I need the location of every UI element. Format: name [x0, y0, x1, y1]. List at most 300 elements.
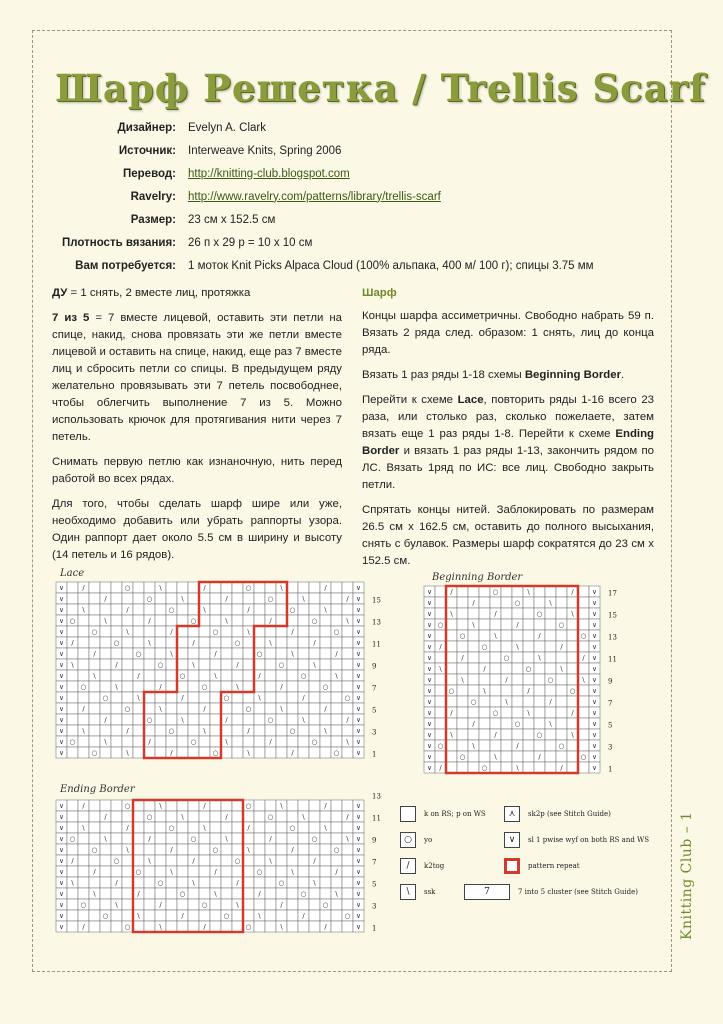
chart-cell	[122, 811, 133, 822]
chart-cell	[232, 747, 243, 758]
chart-cell	[309, 844, 320, 855]
chart-cell	[254, 877, 265, 888]
chart-cell	[309, 866, 320, 877]
stitch-symbol: \	[302, 715, 305, 724]
stitch-symbol: \	[269, 856, 272, 865]
stitch-symbol: ○	[344, 693, 351, 702]
chart-cell	[298, 921, 309, 932]
chart-cell	[210, 800, 221, 811]
chart-cell	[298, 899, 309, 910]
chart-cell	[111, 604, 122, 615]
stitch-symbol: /	[571, 587, 574, 596]
stitch-symbol: \	[280, 583, 283, 592]
stitch-symbol: ∨	[427, 675, 432, 684]
chart-cell	[342, 855, 353, 866]
chart-cell	[556, 685, 567, 696]
stitch-symbol: ○	[223, 911, 230, 920]
chart-cell	[545, 652, 556, 663]
chart-cell	[490, 663, 501, 674]
chart-cell	[89, 811, 100, 822]
stitch-symbol: \	[258, 693, 261, 702]
chart-cell	[111, 844, 122, 855]
row-number: 5	[608, 721, 613, 730]
chart-cell	[133, 747, 144, 758]
chart-cell	[177, 822, 188, 833]
chart-cell	[133, 811, 144, 822]
chart-cell	[523, 619, 534, 630]
chart-cell	[342, 844, 353, 855]
chart-cell	[243, 833, 254, 844]
chart-cell	[166, 681, 177, 692]
chart-cell	[210, 910, 221, 921]
chart-cell	[254, 703, 265, 714]
chart-cell	[243, 692, 254, 703]
chart-cell	[177, 921, 188, 932]
chart-cell	[490, 597, 501, 608]
chart-cell	[556, 674, 567, 685]
stitch-symbol: \	[137, 693, 140, 702]
chart-cell	[435, 652, 446, 663]
stitch-symbol: \	[159, 583, 162, 592]
chart-cell	[122, 888, 133, 899]
stitch-symbol: \	[93, 671, 96, 680]
chart-cell	[221, 855, 232, 866]
stitch-symbol: ○	[234, 638, 241, 647]
chart-cell	[320, 626, 331, 637]
stitch-symbol: \	[346, 737, 349, 746]
chart-cell	[457, 718, 468, 729]
chart-cell	[144, 692, 155, 703]
chart-cell	[155, 833, 166, 844]
stitch-symbol: ○	[525, 664, 532, 673]
stitch-symbol: \	[170, 867, 173, 876]
page-title: Шарф Решетка / Trellis Scarf	[55, 66, 706, 110]
chart-cell	[309, 681, 320, 692]
stitch-symbol: ○	[333, 845, 340, 854]
chart-cell	[545, 762, 556, 773]
chart-cell	[221, 637, 232, 648]
stitch-symbol: \	[247, 845, 250, 854]
chart-cell	[309, 725, 320, 736]
chart-cell	[435, 630, 446, 641]
chart-cell	[468, 630, 479, 641]
chart-cell	[166, 855, 177, 866]
chart-cell	[501, 740, 512, 751]
chart-cell	[331, 703, 342, 714]
stitch-symbol: ∨	[427, 741, 432, 750]
stitch-symbol: ○	[322, 900, 329, 909]
stitch-symbol: ○	[459, 631, 466, 640]
chart-cell	[199, 736, 210, 747]
ravelry-link[interactable]: http://www.ravelry.com/patterns/library/trellis-scarf	[188, 190, 441, 203]
legend-label: k on RS; p on WS	[424, 810, 486, 818]
chart-cell	[100, 670, 111, 681]
chart-cell	[122, 910, 133, 921]
stitch-symbol: ○	[135, 649, 142, 658]
chart-cell	[89, 593, 100, 604]
chart-cell	[232, 822, 243, 833]
chart-cell	[309, 714, 320, 725]
stitch-symbol: ∨	[59, 660, 64, 669]
stitch-symbol: ○	[245, 922, 252, 931]
chart-cell	[298, 855, 309, 866]
stitch-symbol: \	[258, 911, 261, 920]
chart-cell	[320, 714, 331, 725]
stitch-symbol: \	[346, 616, 349, 625]
stitch-symbol: ○	[179, 671, 186, 680]
chart-cell	[166, 637, 177, 648]
chart-cell	[309, 899, 320, 910]
chart-cell	[567, 762, 578, 773]
chart-cell	[309, 888, 320, 899]
chart-cell	[111, 582, 122, 593]
chart-cell	[166, 899, 177, 910]
chart-cell	[210, 681, 221, 692]
chart-cell	[221, 626, 232, 637]
stitch-symbol: \	[439, 664, 442, 673]
chart-cell	[298, 877, 309, 888]
info-value: 23 см x 152.5 см	[188, 213, 276, 226]
paragraph	[362, 392, 654, 494]
stitch-symbol: \	[247, 627, 250, 636]
chart-cell	[342, 800, 353, 811]
stitch-symbol: /	[324, 922, 327, 931]
stitch-symbol: \	[214, 671, 217, 680]
stitch-symbol: \	[159, 704, 162, 713]
chart-cell	[210, 877, 221, 888]
chart-cell	[287, 899, 298, 910]
chart-cell	[122, 593, 133, 604]
chart-cell	[578, 597, 589, 608]
chart-cell	[243, 811, 254, 822]
chart-cell	[254, 615, 265, 626]
chart-cell	[210, 593, 221, 604]
chart-cell	[177, 703, 188, 714]
chart-cell	[111, 800, 122, 811]
chart-cell	[265, 626, 276, 637]
beginning-border-chart-title: Beginning Border	[432, 572, 523, 583]
chart-cell	[501, 608, 512, 619]
chart-cell	[435, 608, 446, 619]
chart-cell	[155, 822, 166, 833]
chart-cell	[89, 855, 100, 866]
stitch-symbol: /	[236, 660, 239, 669]
instructions-column	[362, 285, 654, 578]
chart-cell	[320, 659, 331, 670]
chart-cell	[243, 670, 254, 681]
chart-cell	[100, 800, 111, 811]
stitch-symbol: /	[335, 649, 338, 658]
stitch-symbol: \	[516, 642, 519, 651]
chart-cell	[188, 800, 199, 811]
chart-cell	[144, 725, 155, 736]
row-number: 13	[608, 633, 617, 642]
chart-cell	[100, 899, 111, 910]
chart-cell	[512, 685, 523, 696]
chart-cell	[512, 729, 523, 740]
stitch-symbol: /	[181, 693, 184, 702]
chart-cell	[177, 800, 188, 811]
row-number: 3	[608, 743, 613, 752]
stitch-symbol: ∨	[427, 708, 432, 717]
chart-cell	[122, 615, 133, 626]
stitch-symbol: ∨	[592, 620, 597, 629]
legend-label: k2tog	[424, 862, 445, 870]
chart-cell	[265, 582, 276, 593]
chart-cell	[265, 670, 276, 681]
stitch-symbol: /	[203, 583, 206, 592]
stitch-symbol: \	[335, 889, 338, 898]
chart-cell	[188, 844, 199, 855]
chart-cell	[166, 921, 177, 932]
stitch-symbol: ∨	[427, 620, 432, 629]
stitch-symbol: /	[137, 671, 140, 680]
chart-cell	[265, 921, 276, 932]
chart-cell	[501, 663, 512, 674]
chart-cell	[468, 762, 479, 773]
chart-cell	[78, 910, 89, 921]
chart-cell	[342, 888, 353, 899]
chart-cell	[89, 921, 100, 932]
legend-repeat	[504, 858, 580, 874]
chart-cell	[254, 714, 265, 725]
chart-cell	[298, 637, 309, 648]
chart-cell	[512, 663, 523, 674]
stitch-symbol: ○	[492, 708, 499, 717]
stitch-symbol: \	[450, 609, 453, 618]
chart-cell	[232, 703, 243, 714]
chart-cell	[298, 822, 309, 833]
chart-cell	[298, 681, 309, 692]
chart-cell	[122, 714, 133, 725]
chart-cell	[287, 681, 298, 692]
chart-cell	[122, 855, 133, 866]
stitch-symbol: ○	[300, 889, 307, 898]
chart-cell	[78, 855, 89, 866]
chart-cell	[177, 681, 188, 692]
chart-cell	[122, 681, 133, 692]
chart-cell	[309, 747, 320, 758]
chart-cell	[243, 648, 254, 659]
chart-cell	[210, 703, 221, 714]
chart-cell	[155, 648, 166, 659]
chart-cell	[144, 899, 155, 910]
chart-cell	[188, 811, 199, 822]
chart-cell	[331, 725, 342, 736]
chart-cell	[210, 899, 221, 910]
chart-cell	[331, 855, 342, 866]
row-number: 7	[372, 684, 377, 693]
chart-cell	[490, 762, 501, 773]
stitch-symbol: \	[302, 594, 305, 603]
chart-cell	[89, 822, 100, 833]
chart-cell	[232, 626, 243, 637]
chart-cell	[155, 692, 166, 703]
chart-cell	[534, 619, 545, 630]
stitch-symbol: ∨	[427, 587, 432, 596]
chart-cell	[287, 833, 298, 844]
chart-cell	[446, 696, 457, 707]
stitch-symbol: ○	[146, 715, 153, 724]
chart-cell	[342, 747, 353, 758]
chart-cell	[479, 608, 490, 619]
chart-cell	[276, 844, 287, 855]
footer-label: Knitting Club – 1	[679, 811, 695, 940]
chart-cell	[523, 652, 534, 663]
chart-cell	[232, 593, 243, 604]
chart-cell	[243, 888, 254, 899]
stitch-symbol: /	[82, 922, 85, 931]
chart-legend	[400, 806, 680, 916]
row-number: 1	[372, 924, 377, 933]
chart-cell	[298, 736, 309, 747]
term: ДУ	[52, 287, 68, 299]
chart-cell	[265, 747, 276, 758]
chart-cell	[243, 877, 254, 888]
chart-cell	[287, 582, 298, 593]
chart-cell	[221, 921, 232, 932]
stitch-symbol: \	[494, 631, 497, 640]
stitch-symbol: \	[192, 660, 195, 669]
chart-cell	[468, 652, 479, 663]
stitch-symbol: /	[71, 638, 74, 647]
chart-cell	[67, 648, 78, 659]
stitch-symbol: \	[192, 878, 195, 887]
chart-cell	[457, 597, 468, 608]
stitch-symbol: ○	[113, 856, 120, 865]
stitch-symbol: /	[225, 812, 228, 821]
chart-cell	[177, 899, 188, 910]
chart-cell	[133, 626, 144, 637]
stitch-symbol: ∨	[356, 922, 361, 931]
stitch-symbol: \	[560, 664, 563, 673]
chart-cell	[556, 718, 567, 729]
chart-cell	[298, 725, 309, 736]
chart-cell	[254, 637, 265, 648]
stitch-symbol: ∨	[592, 631, 597, 640]
chart-cell	[265, 648, 276, 659]
chart-cell	[210, 615, 221, 626]
stitch-symbol: \	[82, 823, 85, 832]
chart-cell	[210, 811, 221, 822]
stitch-symbol: ∨	[356, 682, 361, 691]
chart-cell	[342, 637, 353, 648]
stitch-symbol: ○	[135, 867, 142, 876]
stitch-symbol: ○	[190, 616, 197, 625]
stitch-symbol: ○	[179, 889, 186, 898]
stitch-symbol: ○	[256, 867, 263, 876]
stitch-symbol: ∨	[427, 642, 432, 651]
stitch-symbol: ○	[514, 719, 521, 728]
chart-cell	[254, 725, 265, 736]
chart-cell	[243, 714, 254, 725]
chart-cell	[254, 855, 265, 866]
stitch-symbol: ○	[223, 693, 230, 702]
chart-cell	[122, 692, 133, 703]
chart-cell	[501, 685, 512, 696]
info-label: Размер:	[130, 213, 176, 226]
translation-link[interactable]: http://knitting-club.blogspot.com	[188, 167, 350, 180]
stitch-symbol: ○	[289, 726, 296, 735]
chart-cell	[254, 822, 265, 833]
cluster-number: 7	[484, 887, 490, 897]
lace-chart	[56, 582, 401, 762]
chart-cell	[567, 597, 578, 608]
chart-cell	[111, 888, 122, 899]
stitch-symbol: ∨	[427, 719, 432, 728]
stitch-symbol: ∨	[592, 642, 597, 651]
stitch-symbol: \	[324, 823, 327, 832]
chart-cell	[243, 659, 254, 670]
chart-cell	[155, 714, 166, 725]
chart-cell	[545, 619, 556, 630]
stitch-symbol: ∨	[356, 900, 361, 909]
stitch-symbol: ∨	[356, 594, 361, 603]
chart-cell	[122, 833, 133, 844]
chart-cell	[210, 604, 221, 615]
info-label: Плотность вязания:	[61, 236, 176, 249]
stitch-symbol: ∨	[59, 671, 64, 680]
chart-cell	[232, 866, 243, 877]
row-number: 7	[372, 858, 377, 867]
chart-cell	[243, 736, 254, 747]
stitch-symbol: \	[483, 686, 486, 695]
stitch-symbol: /	[247, 605, 250, 614]
stitch-symbol: ○	[146, 812, 153, 821]
stitch-symbol: /	[104, 594, 107, 603]
chart-cell	[534, 718, 545, 729]
stitch-symbol: ○	[245, 704, 252, 713]
chart-cell	[144, 747, 155, 758]
chart-cell	[468, 608, 479, 619]
legend-yo	[400, 832, 432, 848]
chart-cell	[578, 718, 589, 729]
chart-cell	[199, 747, 210, 758]
chart-cell	[221, 747, 232, 758]
chart-cell	[320, 811, 331, 822]
paragraph: Концы шарфа ассиметричны. Свободно набрать 59 п. Вязать 2 ряда след. образом: 1 снять, лиц до конца ряда.	[362, 310, 654, 356]
chart-cell	[523, 597, 534, 608]
chart-cell	[122, 648, 133, 659]
chart-cell	[578, 696, 589, 707]
chart-cell	[155, 888, 166, 899]
chart-cell	[287, 888, 298, 899]
chart-cell	[78, 626, 89, 637]
chart-cell	[479, 696, 490, 707]
stitch-symbol: ∨	[59, 911, 64, 920]
chart-cell	[342, 626, 353, 637]
stitch-symbol: /	[461, 653, 464, 662]
stitch-symbol: /	[450, 587, 453, 596]
stitch-symbol: \	[225, 834, 228, 843]
chart-cell	[144, 703, 155, 714]
chart-cell	[199, 855, 210, 866]
stitch-symbol: ∨	[59, 801, 64, 810]
stitch-symbol: /	[170, 627, 173, 636]
chart-cell	[298, 582, 309, 593]
stitch-symbol: \	[104, 616, 107, 625]
chart-cell	[199, 844, 210, 855]
chart-cell	[78, 714, 89, 725]
stitch-symbol: \	[203, 605, 206, 614]
chart-cell	[100, 888, 111, 899]
chart-cell	[276, 604, 287, 615]
chart-cell	[78, 692, 89, 703]
chart-cell	[534, 641, 545, 652]
chart-cell	[501, 729, 512, 740]
chart-cell	[210, 725, 221, 736]
chart-cell	[309, 670, 320, 681]
